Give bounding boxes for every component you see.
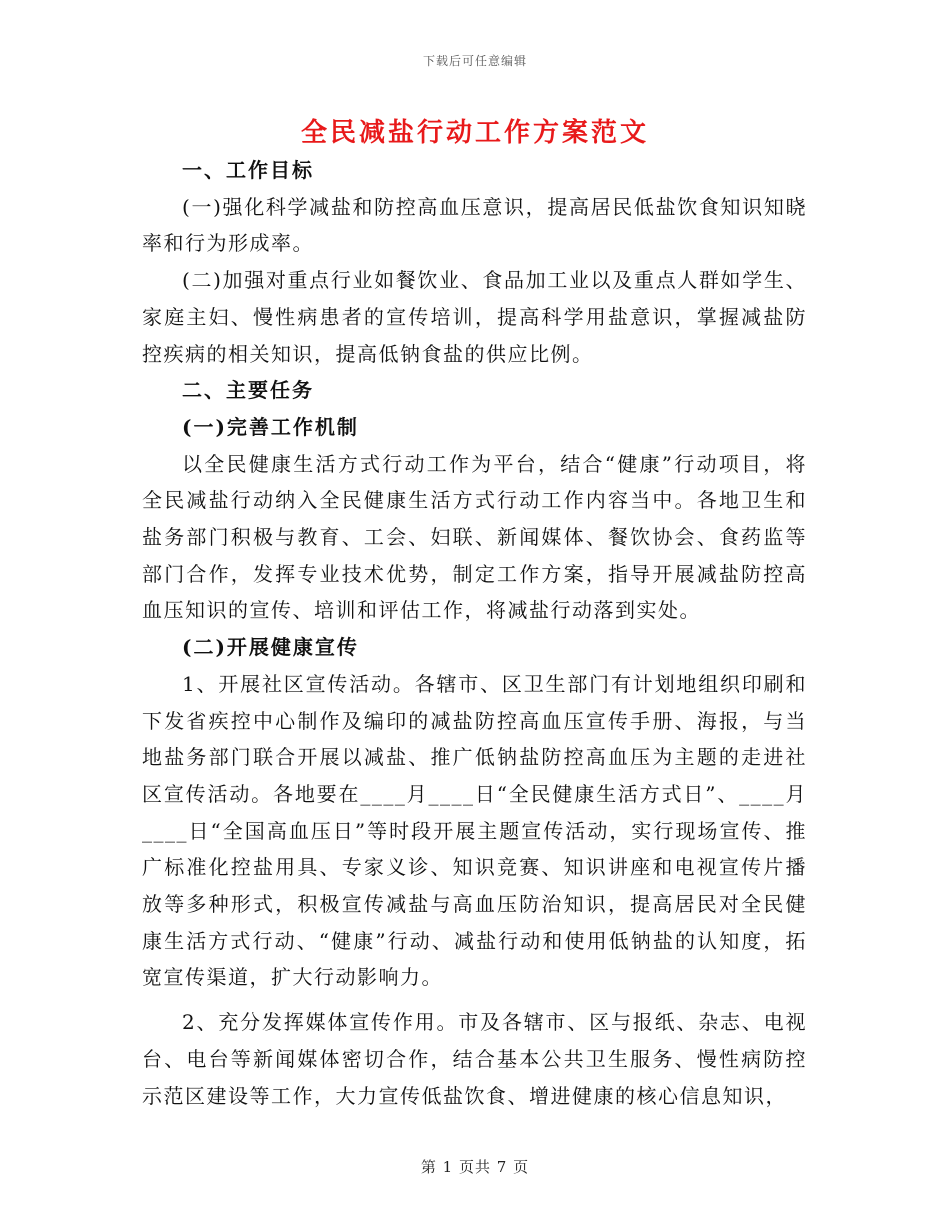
- publicity-paragraph-1: 1、开展社区宣传活动。各辖市、区卫生部门有计划地组织印刷和下发省疾控中心制作及编印的减盐防控高血压宣传手册、海报，与当地盐务部门联合开展以减盐、推广低钠盐防控高血压为主题的走进社区宣传活动。各地要在____月____日“全民健康生活方式日”、____月____日“全国高血压日”等时段开展主题宣传活动，实行现场宣传、推广标准化控盐用具、专家义诊、知识竞赛、知识讲座和电视宣传片播放等多种形式，积极宣传减盐与高血压防治知识，提高居民对全民健康生活方式行动、“健康”行动、减盐行动和使用低钠盐的认知度，拓宽宣传渠道，扩大行动影响力。: [142, 671, 807, 990]
- page-footer: 第 1 页共 7 页: [420, 1158, 530, 1176]
- mechanism-paragraph: 以全民健康生活方式行动工作为平台，结合“健康”行动项目，将全民减盐行动纳入全民健康生活方式行动工作内容当中。各地卫生和盐务部门积极与教育、工会、妇联、新闻媒体、餐饮协会、食药监等部门合作，发挥专业技术优势，制定工作方案，指导开展减盐防控高血压知识的宣传、培训和评估工作，将减盐行动落到实处。: [142, 451, 807, 623]
- section-heading-tasks: 二、主要任务: [182, 378, 314, 403]
- subsection-heading-mechanism: (一)完善工作机制: [182, 414, 359, 439]
- subsection-heading-publicity: (二)开展健康宣传: [182, 635, 359, 660]
- goal-paragraph-2: (二)加强对重点行业如餐饮业、食品加工业以及重点人群如学生、家庭主妇、慢性病患者的宣传培训，提高科学用盐意识，掌握减盐防控疾病的相关知识，提高低钠食盐的供应比例。: [142, 268, 807, 366]
- publicity-paragraph-2: 2、充分发挥媒体宣传作用。市及各辖市、区与报纸、杂志、电视台、电台等新闻媒体密切合作，结合基本公共卫生服务、慢性病防控示范区建设等工作，大力宣传低盐饮食、增进健康的核心信息知识，: [142, 1010, 807, 1108]
- page-header: 下载后可任意编辑: [422, 54, 527, 68]
- goal-paragraph-1: (一)强化科学减盐和防控高血压意识，提高居民低盐饮食知识知晓率和行为形成率。: [142, 194, 807, 256]
- document-body: [142, 152, 807, 1114]
- section-heading-goals: 一、工作目标: [182, 158, 314, 182]
- document-title: 全民减盐行动工作方案范文: [300, 118, 649, 148]
